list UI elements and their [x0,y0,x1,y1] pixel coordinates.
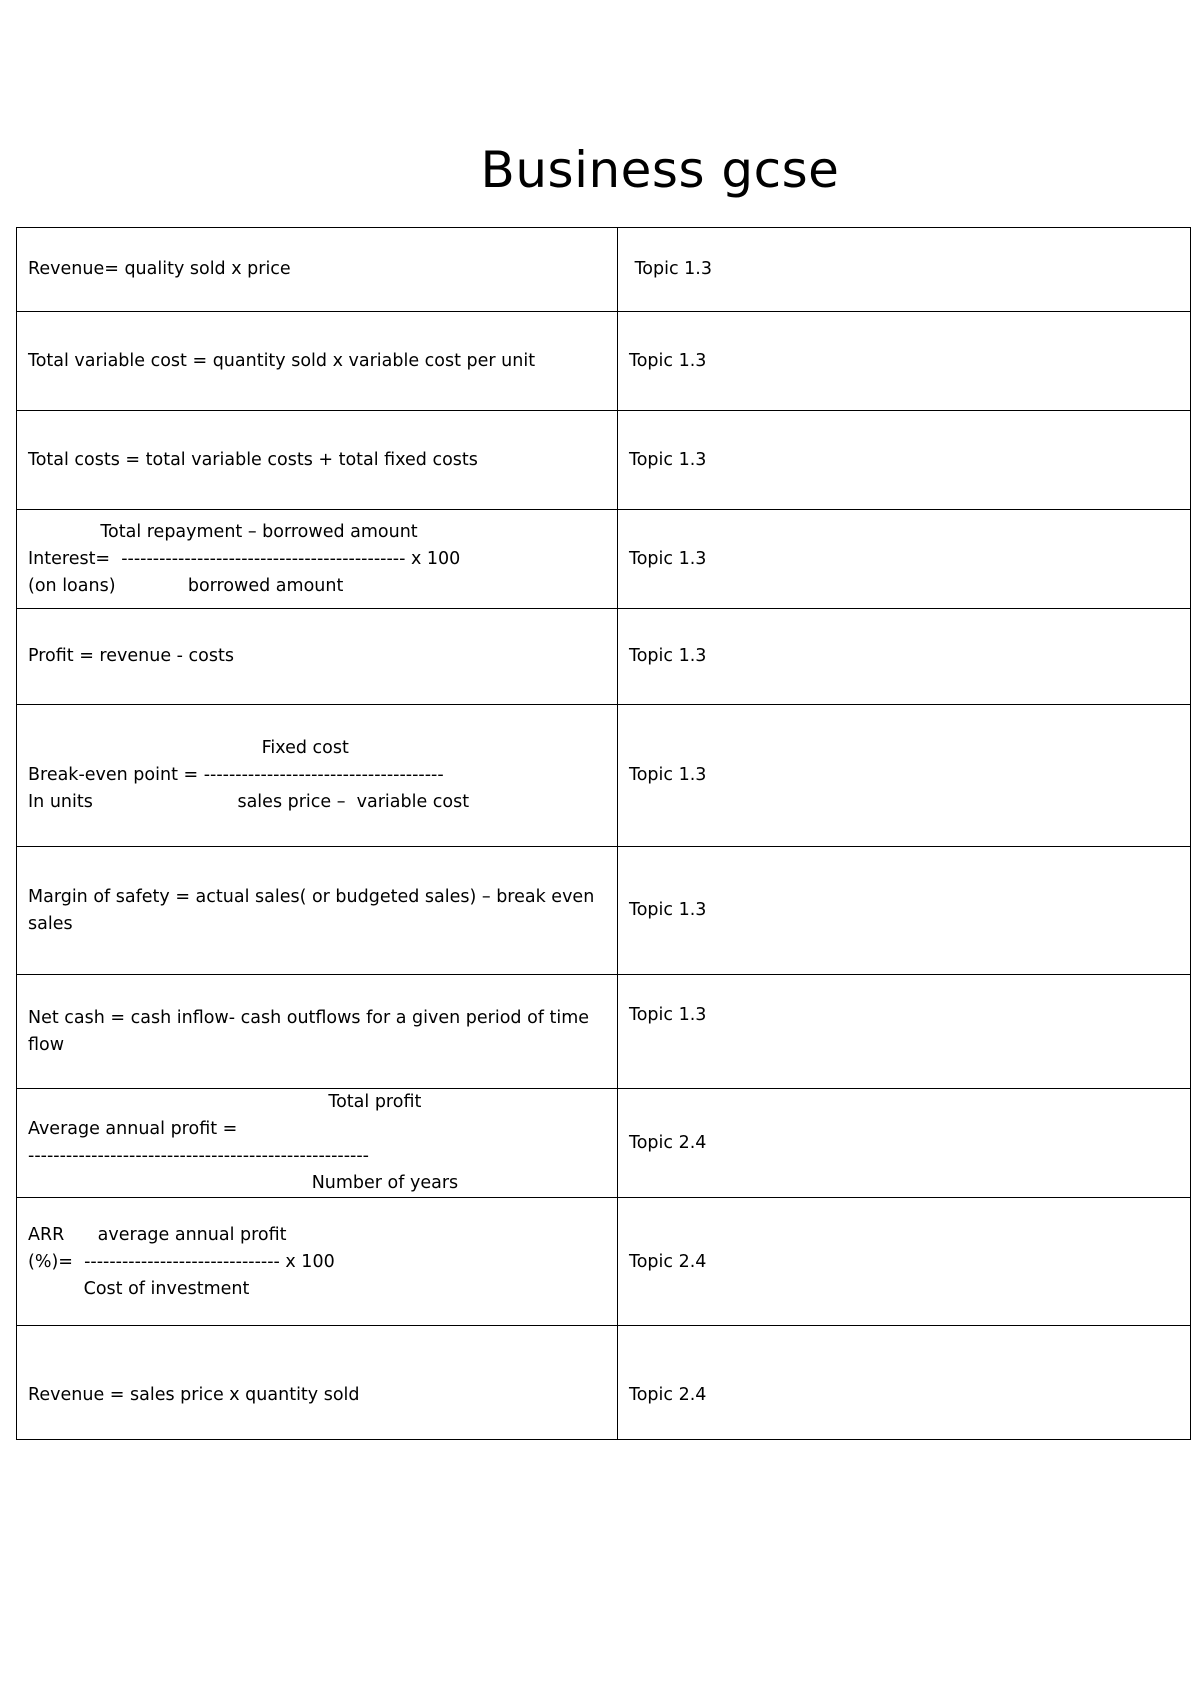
formula-text: Fixed cost [28,738,349,758]
formula-text: (on loans) borrowed amount [28,575,344,596]
formula-cell [17,975,618,1089]
topic-cell [618,510,1191,609]
topic-cell [618,411,1191,510]
topic-text: Topic 1.3 [629,765,707,785]
topic-cell [618,847,1191,975]
formula-text: flow [28,1034,65,1055]
topic-text: Topic 1.3 [629,1005,707,1025]
formula-cell [17,228,618,312]
formula-cell [17,510,618,609]
topic-text: Topic 1.3 [629,900,707,920]
formula-text: sales [28,913,73,934]
table-row [17,1326,1191,1440]
topic-text: Topic 2.4 [629,1385,707,1405]
formula-text: Break-even point = -------------------------------------- [28,765,444,785]
formula-cell [17,1089,618,1198]
formula-text: Profit = revenue - costs [28,646,234,666]
topic-cell [618,228,1191,312]
formula-cell [17,1326,618,1440]
formula-text: ------------------------------------------------------ [28,1146,369,1166]
formula-text: Total costs = total variable costs + total fixed costs [28,449,478,470]
topic-cell [618,1326,1191,1440]
formula-text: In units sales price – variable cost [28,792,470,812]
formula-text: Revenue = sales price x quantity sold [28,1385,360,1405]
formula-cell [17,1198,618,1326]
formula-text: (%)= ------------------------------- x 100 [28,1252,335,1272]
page-title: Business gcse [480,141,840,199]
topic-text: Topic 1.3 [629,449,707,470]
topic-cell [618,1089,1191,1198]
topic-cell [618,975,1191,1089]
table-row [17,1198,1191,1326]
table-row [17,1089,1191,1198]
table-row [17,847,1191,975]
topic-text: Topic 1.3 [629,259,712,279]
formula-text: Total variable cost = quantity sold x variable cost per unit [28,350,536,371]
table-row [17,510,1191,609]
formula-text: Cost of investment [28,1279,250,1299]
table-row [17,609,1191,705]
formula-table [16,227,1191,1440]
topic-cell [618,312,1191,411]
topic-text: Topic 1.3 [629,646,707,666]
formula-text: Total profit [28,1092,422,1112]
formula-text: Average annual profit = [28,1119,238,1139]
formula-text: Revenue= quality sold x price [28,259,291,279]
table-row [17,705,1191,847]
formula-text: Number of years [28,1173,459,1193]
formula-text: Total repayment – borrowed amount [28,521,418,542]
formula-text: Margin of safety = actual sales( or budgeted sales) – break even [28,886,595,907]
topic-cell [618,609,1191,705]
topic-cell [618,1198,1191,1326]
formula-text: Interest= --------------------------------------------- x 100 [28,548,461,569]
formula-cell [17,609,618,705]
formula-cell [17,705,618,847]
formula-cell [17,312,618,411]
topic-text: Topic 1.3 [629,548,707,569]
topic-text: Topic 2.4 [629,1132,707,1153]
formula-text: Net cash = cash inflow- cash outflows for a given period of time [28,1007,590,1028]
topic-text: Topic 1.3 [629,350,707,371]
table-row [17,411,1191,510]
table-row [17,228,1191,312]
formula-cell [17,847,618,975]
formula-cell [17,411,618,510]
table-row [17,312,1191,411]
table-row [17,975,1191,1089]
formula-text: ARR average annual profit [28,1225,287,1245]
topic-cell [618,705,1191,847]
topic-text: Topic 2.4 [629,1252,707,1272]
